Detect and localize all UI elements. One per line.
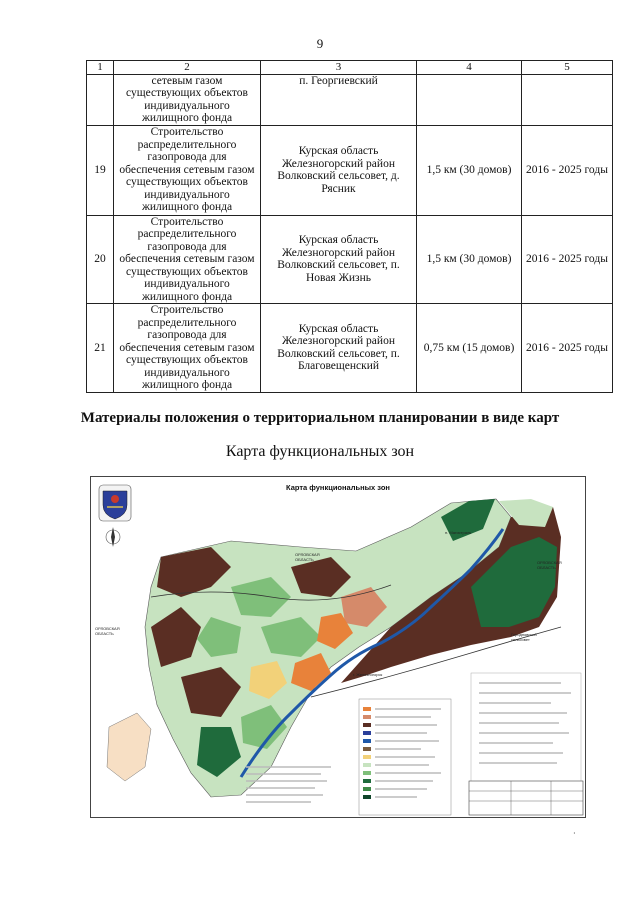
map-stamp [469, 673, 583, 815]
compass-icon [106, 527, 120, 547]
section-title: Материалы положения о территориальном планировании в виде карт [80, 410, 560, 426]
page-mark: · [573, 829, 576, 838]
object-name: сетевым газом существующих объектов индивидуального жилищного фонда [114, 74, 261, 125]
capacity [417, 74, 522, 125]
table-header-row [87, 61, 613, 75]
table-row [87, 74, 613, 125]
town-label: г. Железногорск [353, 672, 383, 677]
capacity: 1,5 км (30 домов) [417, 215, 522, 304]
header-cell-5: 5 [522, 61, 613, 75]
row-number: 19 [87, 125, 114, 215]
location: п. Георгиевский [261, 74, 417, 125]
period: 2016 - 2025 годы [522, 125, 613, 215]
row-number: 20 [87, 215, 114, 304]
map-graphic [91, 477, 586, 818]
object-name: Строительство распределительного газопровода для обеспечения сетевым газом существующих объектов индивидуального жилищного фонда [114, 215, 261, 304]
table-row [87, 125, 613, 215]
capacity: 0,75 км (15 домов) [417, 304, 522, 393]
table-row [87, 215, 613, 304]
location: Курская область Железногорский район Волковский сельсовет, д. Рясник [261, 125, 417, 215]
header-cell-1: 1 [87, 61, 114, 75]
gas-pipeline-table [86, 60, 613, 393]
neighbor-label: Городновский сельсовет [511, 632, 537, 642]
page-number: 9 [316, 36, 324, 51]
map-heading: Карта функциональных зон [225, 443, 415, 460]
region-label-orel-left: ОРЛОВСКАЯ ОБЛАСТЬ [95, 626, 120, 636]
map-inner-title: Карта функциональных зон [286, 483, 390, 492]
table-row [87, 304, 613, 393]
period: 2016 - 2025 годы [522, 215, 613, 304]
object-name: Строительство распределительного газопровода для обеспечения сетевым газом существующих объектов индивидуального жилищного фонда [114, 125, 261, 215]
western-area [107, 713, 151, 781]
period [522, 74, 613, 125]
header-cell-4: 4 [417, 61, 522, 75]
village-label: п. Магистраль [445, 530, 472, 535]
header-cell-2: 2 [114, 61, 261, 75]
header-cell-3: 3 [261, 61, 417, 75]
row-number: 21 [87, 304, 114, 393]
region-label-orel-right: ОРЛОВСКАЯ ОБЛАСТЬ [537, 560, 562, 570]
location: Курская область Железногорский район Волковский сельсовет, п. Новая Жизнь [261, 215, 417, 304]
object-name: Строительство распределительного газопровода для обеспечения сетевым газом существующих объектов индивидуального жилищного фонда [114, 304, 261, 393]
location: Курская область Железногорский район Волковский сельсовет, п. Благовещенский [261, 304, 417, 393]
capacity: 1,5 км (30 домов) [417, 125, 522, 215]
row-number [87, 74, 114, 125]
region-label-orel-top: ОРЛОВСКАЯ ОБЛАСТЬ [295, 552, 320, 562]
period: 2016 - 2025 годы [522, 304, 613, 393]
functional-zones-map [90, 476, 586, 818]
